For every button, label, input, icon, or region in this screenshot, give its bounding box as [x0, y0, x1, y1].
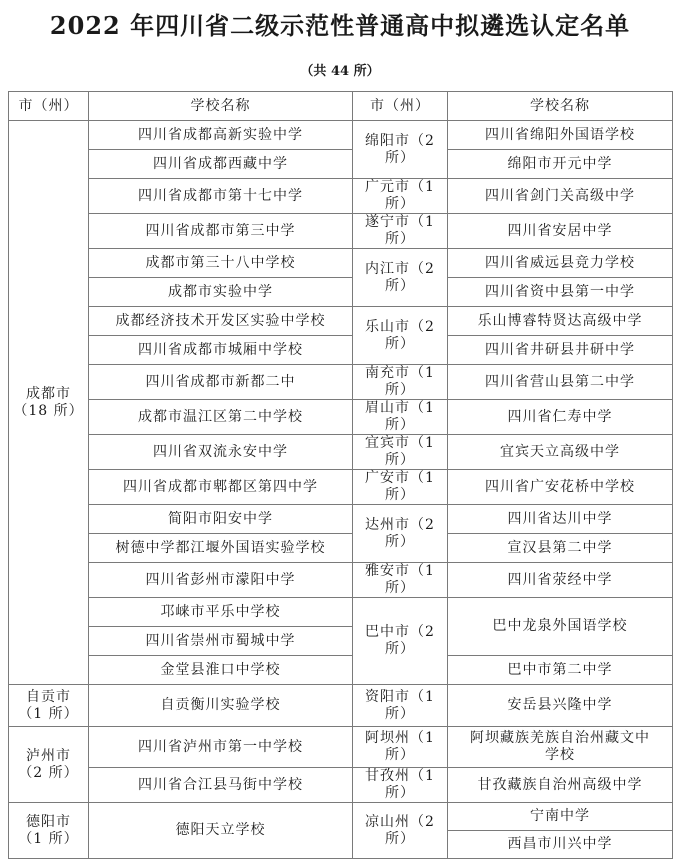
header-city: 市（州）: [353, 92, 448, 121]
school-cell: 四川省安居中学: [448, 214, 673, 249]
table-row: [9, 278, 673, 307]
school-cell: 简阳市阳安中学: [89, 505, 353, 534]
table-row: [9, 336, 673, 365]
school-cell: 四川省双流永安中学: [89, 435, 353, 470]
city-cell: 巴中市（2 所）: [353, 598, 448, 685]
school-cell: 四川省仁寿中学: [448, 400, 673, 435]
school-cell: 成都经济技术开发区实验中学校: [89, 307, 353, 336]
city-count: （1 所）: [18, 830, 79, 847]
header-school: 学校名称: [448, 92, 673, 121]
table-row: [9, 435, 673, 470]
city-cell: 雅安市（1 所）: [353, 563, 448, 598]
city-cell: 内江市（2 所）: [353, 249, 448, 307]
school-cell: 绵阳市开元中学: [448, 150, 673, 179]
school-cell: 宁南中学: [448, 803, 673, 831]
school-cell: 四川省彭州市濛阳中学: [89, 563, 353, 598]
school-cell: 宜宾天立高级中学: [448, 435, 673, 470]
school-cell: 四川省威远县竞力学校: [448, 249, 673, 278]
school-cell: 安岳县兴隆中学: [448, 685, 673, 727]
city-count: （1 所）: [18, 705, 79, 722]
school-cell: 西昌市川兴中学: [448, 831, 673, 859]
city-cell: 广安市（1 所）: [353, 470, 448, 505]
city-cell: 达州市（2 所）: [353, 505, 448, 563]
school-cell: 四川省达川中学: [448, 505, 673, 534]
school-cell: 巴中龙泉外国语学校: [448, 598, 673, 656]
school-cell: 阿坝藏族羌族自治州藏文中学校: [448, 727, 673, 768]
school-cell: 树德中学都江堰外国语实验学校: [89, 534, 353, 563]
city-count: （18 所）: [13, 402, 84, 419]
school-cell: 成都市第三十八中学校: [89, 249, 353, 278]
table-row: [9, 179, 673, 214]
city-cell: 遂宁市（1 所）: [353, 214, 448, 249]
table-row: [9, 470, 673, 505]
school-cell: 金堂县淮口中学校: [89, 656, 353, 685]
school-cell: 四川省泸州市第一中学校: [89, 727, 353, 768]
city-cell: 广元市（1 所）: [353, 179, 448, 214]
school-cell: 成都市实验中学: [89, 278, 353, 307]
school-cell: 巴中市第二中学: [448, 656, 673, 685]
city-cell: 资阳市（1 所）: [353, 685, 448, 727]
page-title: 2022 年四川省二级示范性普通高中拟遴选认定名单: [49, 11, 631, 40]
table-row: [9, 121, 673, 150]
table-row: [9, 249, 673, 278]
school-cell: 四川省剑门关高级中学: [448, 179, 673, 214]
table-row: [9, 307, 673, 336]
city-cell: 阿坝州（1 所）: [353, 727, 448, 768]
table-row: [9, 656, 673, 685]
school-cell: 四川省成都市新都二中: [89, 365, 353, 400]
city-count: （2 所）: [18, 764, 79, 781]
table-row: [9, 563, 673, 598]
school-cell: 四川省绵阳外国语学校: [448, 121, 673, 150]
school-cell: 四川省成都市郫都区第四中学: [89, 470, 353, 505]
table-row: [9, 400, 673, 435]
header-city: 市（州）: [9, 92, 89, 121]
school-cell: 四川省营山县第二中学: [448, 365, 673, 400]
school-cell: 宣汉县第二中学: [448, 534, 673, 563]
school-list-table: [8, 91, 673, 859]
city-name: 自贡市: [26, 688, 71, 705]
table-row: [9, 365, 673, 400]
school-cell: 四川省井研县井研中学: [448, 336, 673, 365]
school-cell: 四川省资中县第一中学: [448, 278, 673, 307]
school-cell: 四川省成都西藏中学: [89, 150, 353, 179]
school-cell: 乐山博睿特贤达高级中学: [448, 307, 673, 336]
table-row: [9, 598, 673, 627]
table-row: [9, 685, 673, 727]
page-subtitle: （共 44 所）: [300, 64, 380, 79]
school-cell: 成都市温江区第二中学校: [89, 400, 353, 435]
city-cell-chengdu: [9, 121, 89, 685]
table-row: [9, 150, 673, 179]
school-cell: 德阳天立学校: [89, 803, 353, 859]
school-cell: 四川省崇州市蜀城中学: [89, 627, 353, 656]
school-cell: 四川省成都市第十七中学: [89, 179, 353, 214]
school-cell: 四川省广安花桥中学校: [448, 470, 673, 505]
school-cell: 四川省荥经中学: [448, 563, 673, 598]
city-cell: 凉山州（2 所）: [353, 803, 448, 859]
school-cell: 自贡衡川实验学校: [89, 685, 353, 727]
table-row: [9, 505, 673, 534]
city-cell: 甘孜州（1 所）: [353, 768, 448, 803]
header-school: 学校名称: [89, 92, 353, 121]
city-name: 成都市: [26, 385, 71, 402]
table-row: [9, 214, 673, 249]
school-cell: 甘孜藏族自治州高级中学: [448, 768, 673, 803]
city-name: 泸州市: [26, 747, 71, 764]
city-cell-deyang: [9, 803, 89, 859]
city-cell: 绵阳市（2 所）: [353, 121, 448, 179]
school-cell: 四川省成都高新实验中学: [89, 121, 353, 150]
city-cell-zigong: [9, 685, 89, 727]
city-cell: 眉山市（1 所）: [353, 400, 448, 435]
table-row: [9, 768, 673, 803]
school-cell: 四川省成都市第三中学: [89, 214, 353, 249]
city-name: 德阳市: [26, 813, 71, 830]
school-cell: 邛崃市平乐中学校: [89, 598, 353, 627]
city-cell-luzhou: [9, 727, 89, 803]
table-row: [9, 727, 673, 768]
school-cell: 四川省成都市城厢中学校: [89, 336, 353, 365]
table-row: [9, 803, 673, 831]
city-cell: 宜宾市（1 所）: [353, 435, 448, 470]
city-cell: 乐山市（2 所）: [353, 307, 448, 365]
table-row: [9, 534, 673, 563]
city-cell: 南充市（1 所）: [353, 365, 448, 400]
school-cell: 四川省合江县马街中学校: [89, 768, 353, 803]
table-header-row: [9, 92, 673, 121]
